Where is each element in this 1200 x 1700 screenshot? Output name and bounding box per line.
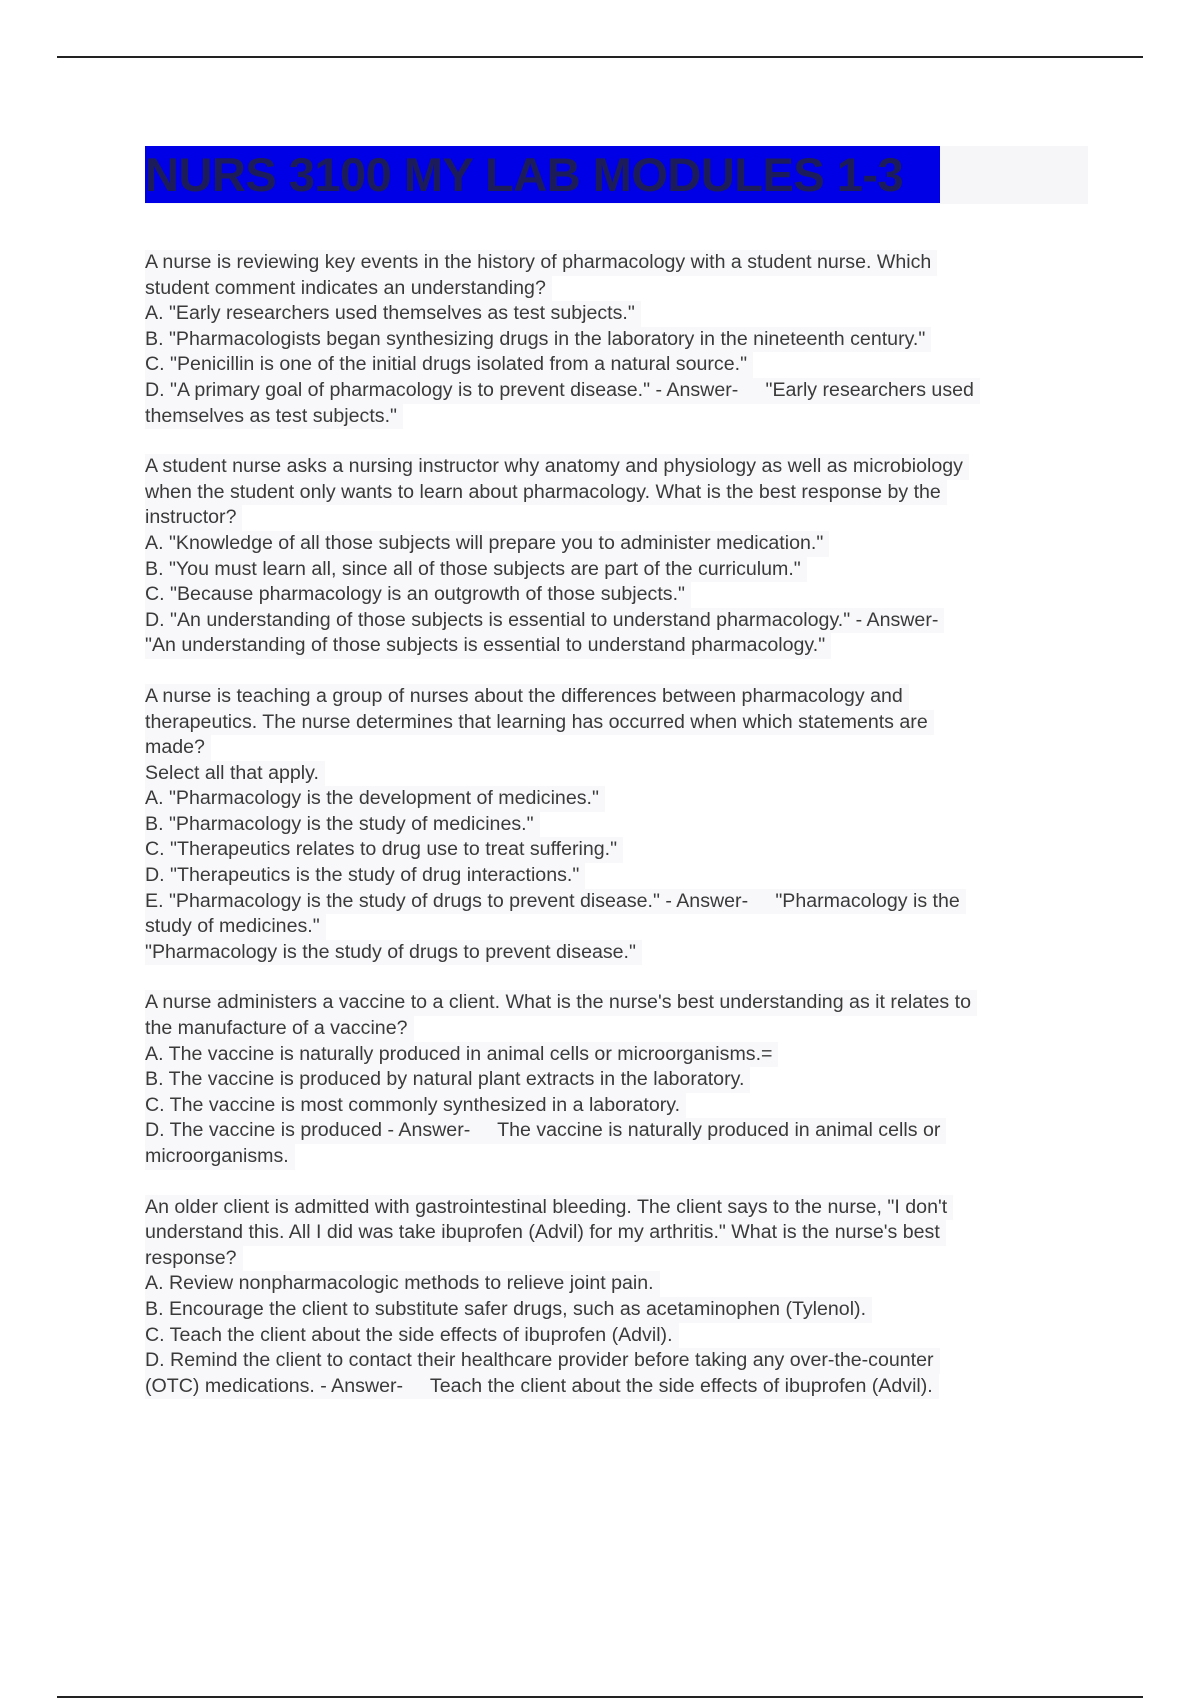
question-line: C. "Penicillin is one of the initial drugs isolated from a natural source."	[145, 352, 753, 378]
question-line: A nurse administers a vaccine to a client. What is the nurse's best understanding as it relates to	[145, 990, 977, 1016]
question-line: D. "A primary goal of pharmacology is to prevent disease." - Answer- "Early researchers used	[145, 378, 980, 404]
question-block	[145, 250, 1095, 429]
question-block	[145, 1195, 1095, 1400]
document-title: NURS 3100 MY LAB MODULES 1-3	[145, 146, 940, 203]
question-line: B. "Pharmacologists began synthesizing drugs in the laboratory in the nineteenth century."	[145, 327, 931, 353]
question-line: A. Review nonpharmacologic methods to relieve joint pain.	[145, 1271, 660, 1297]
question-line: Select all that apply.	[145, 761, 325, 787]
question-line: when the student only wants to learn about pharmacology. What is the best response by the	[145, 480, 947, 506]
question-line: D. Remind the client to contact their healthcare provider before taking any over-the-counter	[145, 1348, 940, 1374]
question-line: C. Teach the client about the side effects of ibuprofen (Advil).	[145, 1323, 679, 1349]
question-line: A nurse is reviewing key events in the history of pharmacology with a student nurse. Which	[145, 250, 937, 276]
question-line: A. "Knowledge of all those subjects will prepare you to administer medication."	[145, 531, 829, 557]
question-line: A. "Pharmacology is the development of medicines."	[145, 786, 605, 812]
question-line: D. "Therapeutics is the study of drug interactions."	[145, 863, 585, 889]
question-line: B. "Pharmacology is the study of medicines."	[145, 812, 540, 838]
question-line: A student nurse asks a nursing instructor why anatomy and physiology as well as microbiology	[145, 454, 969, 480]
question-line: "An understanding of those subjects is essential to understand pharmacology."	[145, 633, 831, 659]
question-line: (OTC) medications. - Answer- Teach the client about the side effects of ibuprofen (Advil).	[145, 1374, 939, 1400]
question-line: C. The vaccine is most commonly synthesized in a laboratory.	[145, 1093, 686, 1119]
question-line: A. "Early researchers used themselves as test subjects."	[145, 301, 641, 327]
question-line: B. Encourage the client to substitute safer drugs, such as acetaminophen (Tylenol).	[145, 1297, 872, 1323]
question-line: A. The vaccine is naturally produced in animal cells or microorganisms.=	[145, 1042, 778, 1068]
question-line: A nurse is teaching a group of nurses about the differences between pharmacology and	[145, 684, 909, 710]
question-line: study of medicines."	[145, 914, 326, 940]
top-rule	[57, 56, 1143, 58]
question-line: D. "An understanding of those subjects is essential to understand pharmacology." - Answer-	[145, 608, 944, 634]
question-line: D. The vaccine is produced - Answer- The vaccine is naturally produced in animal cells or	[145, 1118, 946, 1144]
question-line: B. "You must learn all, since all of those subjects are part of the curriculum."	[145, 557, 807, 583]
question-line: themselves as test subjects."	[145, 404, 403, 430]
question-line: made?	[145, 735, 211, 761]
question-block	[145, 684, 1095, 966]
question-line: microorganisms.	[145, 1144, 295, 1170]
bottom-rule	[57, 1696, 1143, 1698]
question-line: B. The vaccine is produced by natural plant extracts in the laboratory.	[145, 1067, 750, 1093]
question-line: C. "Therapeutics relates to drug use to treat suffering."	[145, 837, 623, 863]
document-body	[145, 250, 1095, 1424]
question-line: instructor?	[145, 505, 242, 531]
question-line: An older client is admitted with gastrointestinal bleeding. The client says to the nurse, "I don't	[145, 1195, 953, 1221]
question-line: response?	[145, 1246, 243, 1272]
question-line: student comment indicates an understanding?	[145, 276, 552, 302]
question-line: C. "Because pharmacology is an outgrowth of those subjects."	[145, 582, 691, 608]
question-line: therapeutics. The nurse determines that learning has occurred when which statements are	[145, 710, 934, 736]
question-line: the manufacture of a vaccine?	[145, 1016, 414, 1042]
question-block	[145, 454, 1095, 659]
question-line: E. "Pharmacology is the study of drugs to prevent disease." - Answer- "Pharmacology is the	[145, 889, 966, 915]
question-block	[145, 990, 1095, 1169]
question-line: "Pharmacology is the study of drugs to prevent disease."	[145, 940, 642, 966]
question-line: understand this. All I did was take ibuprofen (Advil) for my arthritis." What is the nurse's best	[145, 1220, 946, 1246]
